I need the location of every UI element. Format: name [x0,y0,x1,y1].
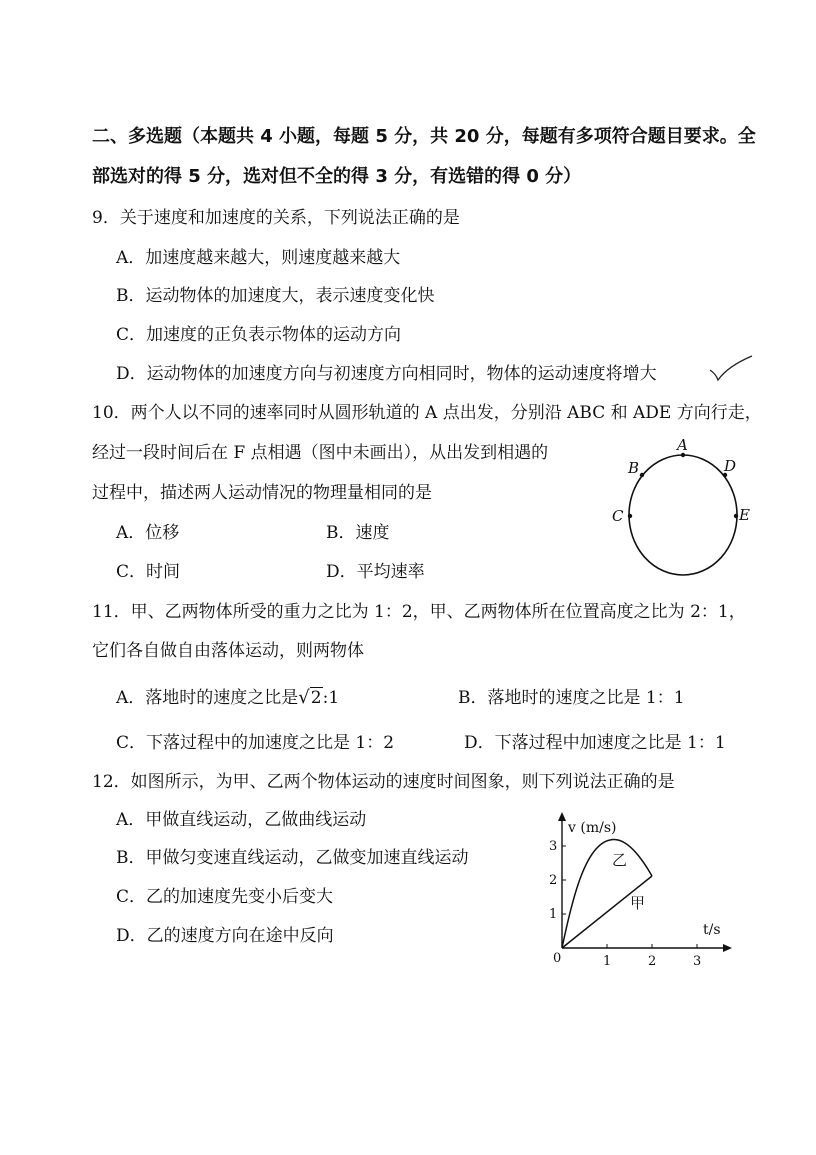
origin-label: 0 [553,951,562,966]
label-b: B [628,459,640,477]
label-c: C [612,507,624,525]
label-a: A [677,436,688,454]
q10-option-a: A．位移 [116,523,180,543]
series-jia-line [562,876,652,948]
q10-option-c: C．时间 [116,562,181,582]
q9-option-a: A．加速度越来越大，则速度越来越大 [116,248,401,268]
q9-option-b: B．运动物体的加速度大，表示速度变化快 [116,286,435,306]
y-tick-label-3: 3 [549,839,558,854]
point-c [628,514,632,518]
series-jia-label: 甲 [630,894,646,912]
label-d: D [724,457,737,475]
point-e [734,514,738,518]
q9-option-c: C．加速度的正负表示物体的运动方向 [116,325,402,345]
q12-stem: 12．如图所示，为甲、乙两个物体运动的速度时间图象，则下列说法正确的是 [92,772,675,792]
q12-option-c: C．乙的加速度先变小后变大 [116,887,334,907]
q10-stem-1: 10．两个人以不同的速率同时从圆形轨道的 A 点出发，分别沿 ABC 和 ADE 方向行走， [92,403,762,423]
section-title-line2: 部选对的得 5 分，选对但不全的得 3 分，有选错的得 0 分） [92,166,582,187]
q11-option-a-suffix: :1 [322,688,340,708]
x-axis-label: t/s [703,922,721,938]
q11-option-a [116,683,339,708]
q10-option-d: D．平均速率 [326,562,425,582]
q12-option-d: D．乙的速度方向在途中反向 [116,926,334,946]
y-tick-label-1: 1 [549,907,558,922]
q10-stem-3: 过程中，描述两人运动情况的物理量相同的是 [92,483,432,503]
q10-stem-2: 经过一段时间后在 F 点相遇（图中未画出），从出发到相遇的 [92,443,549,463]
y-axis-arrow-icon [558,812,566,821]
circle-track-figure [600,430,770,580]
x-tick-label-2: 2 [648,954,657,969]
q11-option-b: B．落地时的速度之比是 1：1 [458,688,685,708]
circle-track [629,455,737,575]
q11-stem-1: 11．甲、乙两物体所受的重力之比为 1：2，甲、乙两物体所在位置高度之比为 2：1， [92,602,746,622]
velocity-time-graph [540,810,740,970]
series-yi-label: 乙 [612,851,628,869]
point-b [640,473,644,477]
label-e: E [739,506,750,524]
sqrt-sign: √ [298,687,310,708]
q9-option-d: D．运动物体的加速度方向与初速度方向相同时，物体的运动速度将增大 [116,364,657,384]
q12-option-b: B．甲做匀变速直线运动，乙做变加速直线运动 [116,848,469,868]
x-axis-arrow-icon [723,944,732,952]
q11-option-c: C．下落过程中的加速度之比是 1：2 [116,733,395,753]
x-tick-label-1: 1 [603,954,612,969]
section-title-line1: 二、多选题（本题共 4 小题，每题 5 分，共 20 分，每题有多项符合题目要求。全 [92,126,756,147]
q10-option-b: B．速度 [326,523,390,543]
q11-option-d: D．下落过程中加速度之比是 1：1 [464,733,726,753]
y-axis-label: v (m/s) [568,820,617,836]
sqrt-radicand: 2 [310,688,322,708]
q12-option-a: A．甲做直线运动，乙做曲线运动 [116,810,367,830]
x-tick-label-3: 3 [693,954,702,969]
checkmark-icon [706,352,756,384]
q11-stem-2: 它们各自做自由落体运动，则两物体 [92,641,364,661]
y-tick-label-2: 2 [549,873,558,888]
q9-stem: 9．关于速度和加速度的关系，下列说法正确的是 [92,208,460,228]
q11-option-a-prefix: A．落地时的速度之比是 [116,688,299,708]
